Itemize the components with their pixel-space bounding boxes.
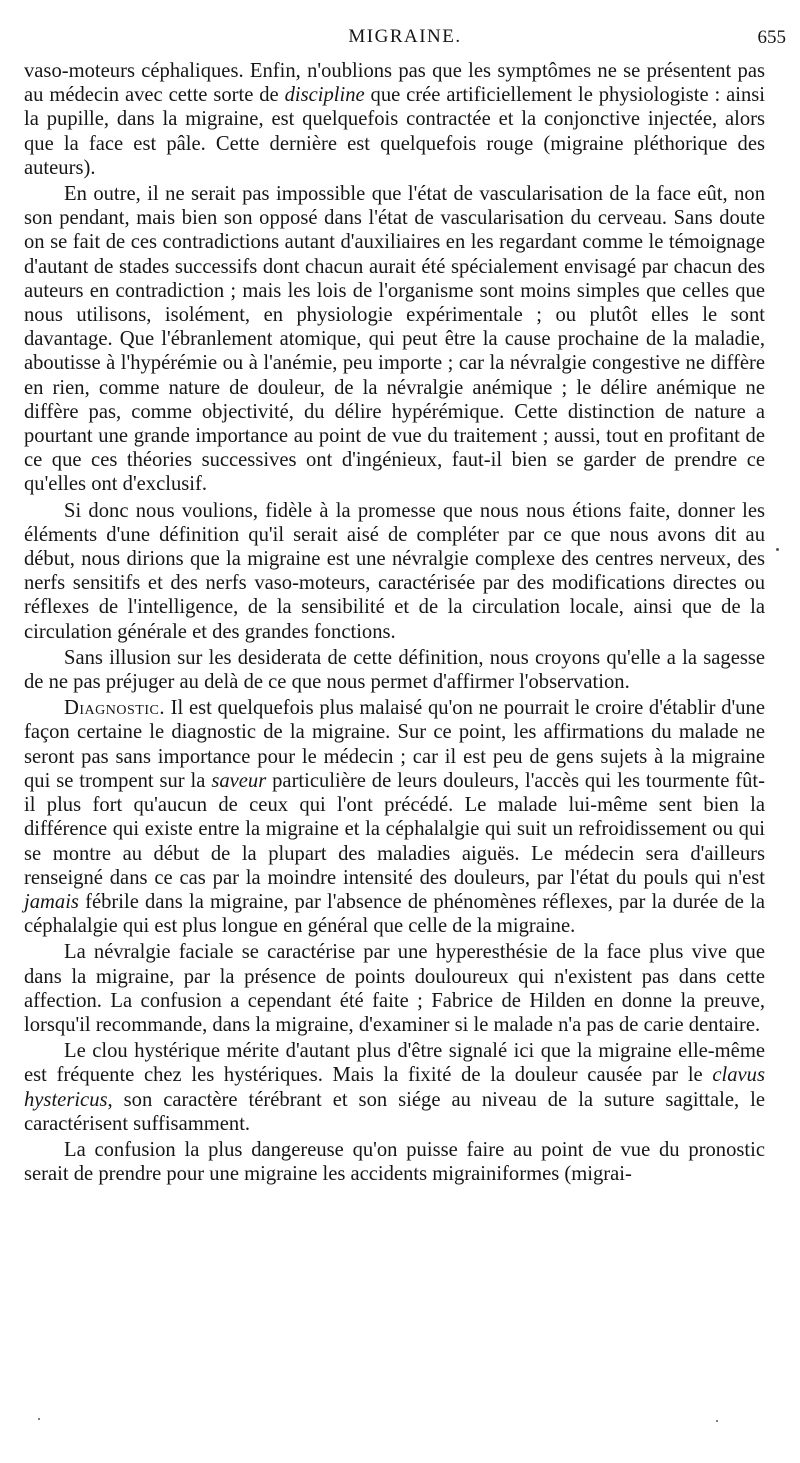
paragraph-illusion [24,646,765,694]
italic-term: discipline [284,84,365,107]
text-run: vaso-moteurs céphaliques. Enfin, n'oublions pas que les symptômes ne se présentent pas au médecin avec cette sorte de [24,60,765,107]
text-run: La névralgie faciale se caractérise par une hyperesthésie de la face plus vive que dans la migraine, par la présence de points douloureux qui n'existent pas dans cette affection. La confusion a cependant été faite ; Fabrice de Hilden en donne la preuve, lorsqu'il recommande, dans la migraine, d'examiner si le malade n'a pas de carie dentaire. [24,941,765,1036]
text-run: En outre, il ne serait pas impossible que l'état de vascularisation de la face eût, non son pendant, mais bien son opposé dans l'état de vascularisation du cerveau. Sans doute on se fait de ces contradictions autant d'auxiliaires en les regardant comme le témoignage d'autant de stades successifs dont chacun aurait été spécialement envisagé par chacun des auteurs en contradiction ; mais les lois de l'organisme sont moins simples que celles que nous utilisons, isolément, en physiologie expérimentale ; ou plutôt elles le sont davantage. Que l'ébranlement atomique, qui peut être la cause prochaine de la maladie, aboutisse à l'hypérémie ou à l'anémie, peu importe ; car la névralgie congestive ne diffère en rien, comme nature de douleur, de la névralgie anémique ; le délire anémique ne diffère pas, comme objectivité, du délire hypérémique. Cette distinction de nature a pourtant une grande importance au point de vue du traitement ; aussi, tout en profitant de ce que ces théories successives ont d'ingénieux, faut-il bien se garder de prendre ce qu'elles ont d'exclusif. [24,183,765,496]
chapter-title: MIGRAINE. [348,26,462,47]
text-run: particulière de leurs douleurs, l'accès qui les tourmente fût-il plus fort qu'aucun de ceux qui l'ont précédé. Le malade lui-même sent bien la différence qui existe entre la migraine et la céphalalgie qui suit un refroidissement ou qui se montre au début de la plupart des maladies aiguës. Le médecin sera d'ailleurs renseigné dans ce cas par la moindre intensité des douleurs, par l'état du pouls qui n'est [24,769,765,889]
text-run: La confusion la plus dangereuse qu'on puisse faire au point de vue du pronostic serait de prendre pour une migraine les accidents migrainiformes (migrai- [24,1138,765,1186]
page-number: 655 [757,27,786,48]
text-run: fébrile dans la migraine, par l'absence de phénomènes réflexes, par la durée de la céphalalgie qui est plus longue en général que celle de la migraine. [24,890,765,938]
text-run: Sans illusion sur les desiderata de cette définition, nous croyons qu'elle a la sagesse de ne pas préjuger au delà de ce que nous permet d'affirmer l'observation. [24,646,765,694]
section-heading: Diagnostic. [64,697,165,720]
text-run: Si donc nous voulions, fidèle à la promesse que nous nous étions faite, donner les éléments d'une définition qu'il serait aisé de compléter par ce que nous avons dit au début, nous dirions que la migraine est une névralgie complexe des centres nerveux, des nerfs sensitifs et des nerfs vaso-moteurs, caractérisée par des modifications directes ou réflexes de l'intelligence, de la sensibilité et de la circulation locale, ainsi que de la circulation générale et des grandes fonctions. [24,499,765,643]
body-text [24,59,765,1188]
paragraph-vascularisation [24,182,765,497]
print-speck [776,548,779,551]
paragraph-confusion [24,1138,765,1186]
text-run: Le clou hystérique mérite d'autant plus d'être signalé ici que la migraine elle-même est fréquente chez les hystériques. Mais la fixité de la douleur causée par le [24,1040,765,1087]
paragraph-definition [24,499,765,644]
running-head [24,26,786,52]
paragraph-diagnostic [24,696,765,938]
print-speck [38,1418,40,1420]
paragraph-continuation [24,59,765,180]
print-speck [716,1420,718,1422]
paragraph-clou-hysterique [24,1039,765,1136]
text-run: , son caractère térébrant et son siége au niveau de la suture sagittale, le caractérisent suffisamment. [24,1088,765,1135]
italic-term: jamais [24,890,79,913]
italic-term: clavus hystericus [24,1064,765,1111]
text-run: Il est quelquefois plus malaisé qu'on ne pourrait le croire d'établir d'une façon certaine le diagnostic de la migraine. Sur ce point, les affirmations du malade ne seront pas sans importance pour le médecin ; car il est peu de gens sujets à la migraine qui se trompent sur la [24,697,765,792]
italic-term: saveur [211,769,267,792]
text-run: que crée artificiellement le physiologiste : ainsi la pupille, dans la migraine, est quelquefois contractée et la conjonctive injectée, alors que la face est pâle. Cette dernière est quelquefois rouge (migraine pléthorique des auteurs). [24,84,765,179]
paragraph-nevralgie-faciale [24,940,765,1037]
